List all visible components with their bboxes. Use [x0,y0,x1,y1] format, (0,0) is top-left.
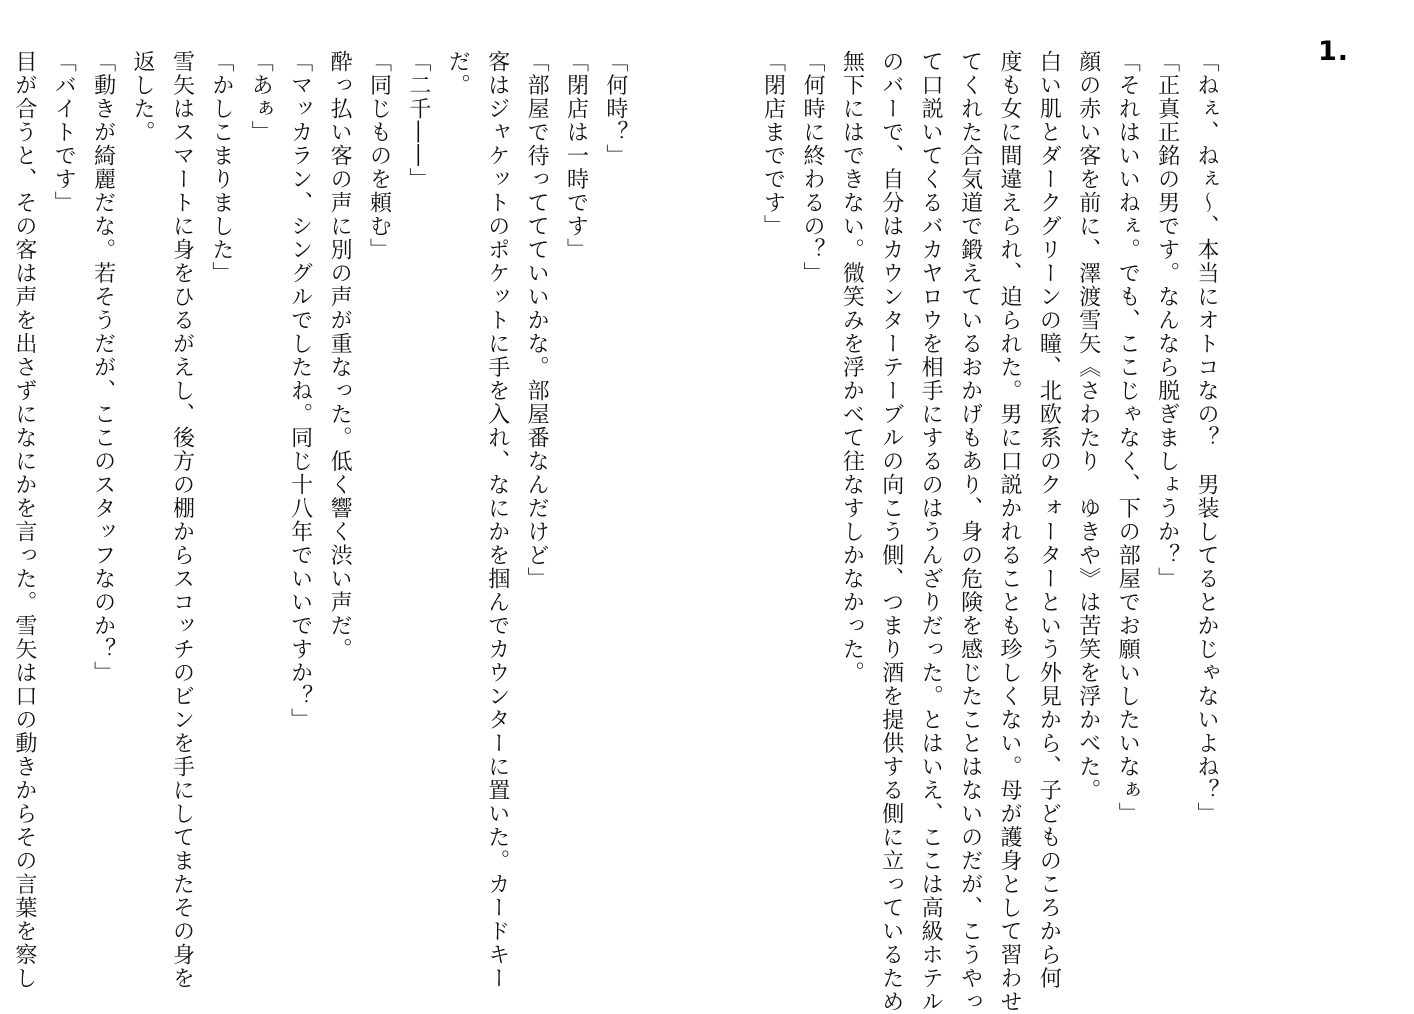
text-line: 「マッカラン、シングルでしたね。同じ十八年でいいですか？」 [287,50,313,732]
text-line: のバーで、自分はカウンターテーブルの向こう側、つまり酒を提供する側に立っているため [878,50,904,1014]
text-line: 「何時に終わるの？」 [799,50,825,285]
text-line: 「二千――」 [405,50,431,191]
text-line: 「それはいいねぇ。でも、ここじゃなく、下の部屋でお願いしたいなぁ」 [1115,50,1141,826]
text-line: 「閉店は一時です」 [563,50,589,262]
text-line: 目が合うと、その客は声を出さずになにかを言った。雪矢は口の動きからその言葉を察し [11,50,37,990]
text-line: 「閉店までです」 [760,50,786,238]
text-line: 返した。 [130,50,156,144]
text-line: だ。 [445,50,471,97]
text-line: 顔の赤い客を前に、澤渡雪矢《さわたり ゆきや》は苦笑を浮かべた。 [1075,50,1101,802]
chapter-number: 1. [1318,36,1350,67]
text-line: 「部屋で待っててていいかな。部屋番なんだけど」 [524,50,550,591]
text-line: 「正真正銘の男です。なんなら脱ぎましょうか？」 [1154,50,1180,591]
body-text [11,50,1226,1014]
text-line: 「ねぇ、ねぇ～、本当にオトコなの？ 男装してるとかじゃないよね？」 [1194,50,1219,826]
text-line: 「動きが綺麗だな。若そうだが、ここのスタッフなのか？」 [90,50,116,685]
text-line: 雪矢はスマートに身をひるがえし、後方の棚からスコッチのビンを手にしてまたその身を [169,50,195,990]
blank-line [714,50,753,980]
text-line: 「あぁ」 [248,50,274,144]
text-line: て口説いてくるバカヤロウを相手にするのはうんざりだった。とはいえ、ここは高級ホテル [918,50,944,1014]
text-line: 「かしこまりました」 [208,50,234,285]
blank-line [674,50,713,980]
text-line: 客はジャケットのポケットに手を入れ、なにかを掴んでカウンターに置いた。カードキー [484,50,510,990]
text-line: 酔っ払い客の声に別の声が重なった。低く響く渋い声だ。 [327,50,353,661]
text-line: 「何時？」 [602,50,628,168]
text-line: てくれた合気道で鍛えているおかげもあり、身の危険を感じたことはないのだが、こうやっ [957,50,983,1014]
text-line: 無下にはできない。微笑みを浮かべて往なすしかなかった。 [839,50,865,685]
blank-line [635,50,674,980]
text-line: 「同じものを頼む」 [366,50,392,262]
text-line: 白い肌とダークグリーンの瞳、北欧系のクォーターという外見から、子どものころから何 [1036,50,1062,990]
text-line: 度も女に間違えられ、迫られた。男に口説かれることも珍しくない。母が護身として習わせ [996,50,1022,1014]
text-line: 「バイトです」 [51,50,77,215]
